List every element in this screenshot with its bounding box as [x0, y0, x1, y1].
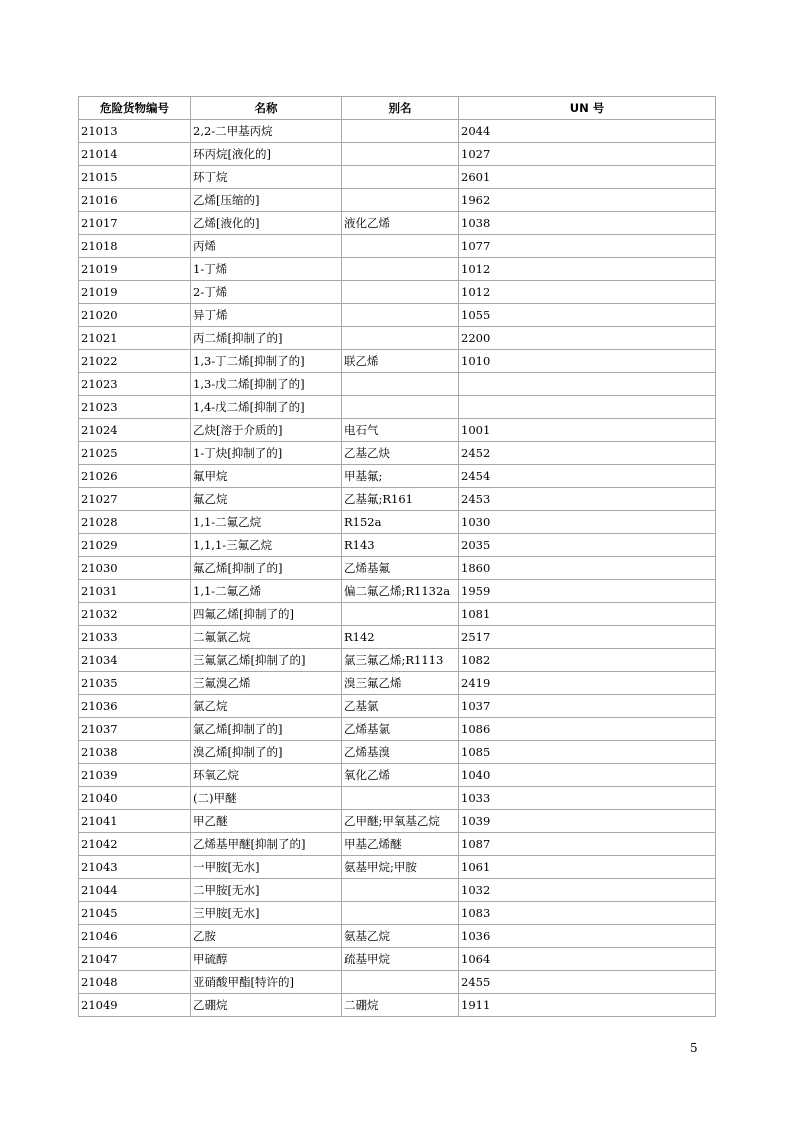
cell-code: 21014 [79, 143, 191, 166]
table-row [79, 580, 716, 603]
cell-name: (二)甲醚 [191, 787, 342, 810]
table-row [79, 833, 716, 856]
cell-code: 21023 [79, 396, 191, 419]
table-row [79, 143, 716, 166]
cell-alias [342, 373, 459, 396]
cell-un-number: 2454 [459, 465, 716, 488]
cell-name: 丙烯 [191, 235, 342, 258]
table-body [79, 120, 716, 1017]
table-row [79, 373, 716, 396]
cell-alias [342, 787, 459, 810]
cell-un-number: 1036 [459, 925, 716, 948]
cell-alias: 氨基乙烷 [342, 925, 459, 948]
cell-name: 三甲胺[无水] [191, 902, 342, 925]
cell-un-number: 1911 [459, 994, 716, 1017]
cell-alias [342, 902, 459, 925]
cell-un-number: 1027 [459, 143, 716, 166]
cell-name: 二氟氯乙烷 [191, 626, 342, 649]
cell-un-number: 1010 [459, 350, 716, 373]
cell-un-number: 2453 [459, 488, 716, 511]
cell-code: 21047 [79, 948, 191, 971]
table-row [79, 971, 716, 994]
cell-code: 21039 [79, 764, 191, 787]
cell-code: 21023 [79, 373, 191, 396]
cell-un-number: 1061 [459, 856, 716, 879]
dangerous-goods-table [78, 96, 716, 1017]
table-row [79, 810, 716, 833]
table-row [79, 465, 716, 488]
cell-name: 氟甲烷 [191, 465, 342, 488]
cell-name: 环丁烷 [191, 166, 342, 189]
cell-name: 甲硫醇 [191, 948, 342, 971]
table-row [79, 764, 716, 787]
table-row [79, 534, 716, 557]
table-row [79, 189, 716, 212]
table-row [79, 396, 716, 419]
cell-name: 丙二烯[抑制了的] [191, 327, 342, 350]
cell-code: 21036 [79, 695, 191, 718]
table-row [79, 120, 716, 143]
cell-alias: 二硼烷 [342, 994, 459, 1017]
cell-un-number: 1055 [459, 304, 716, 327]
cell-code: 21048 [79, 971, 191, 994]
cell-alias [342, 281, 459, 304]
cell-alias: 疏基甲烷 [342, 948, 459, 971]
cell-un-number: 2455 [459, 971, 716, 994]
cell-un-number: 1012 [459, 281, 716, 304]
cell-name: 亚硝酸甲酯[特许的] [191, 971, 342, 994]
cell-code: 21045 [79, 902, 191, 925]
cell-alias [342, 120, 459, 143]
table-row [79, 212, 716, 235]
cell-code: 21018 [79, 235, 191, 258]
cell-name: 1,3-丁二烯[抑制了的] [191, 350, 342, 373]
table-row [79, 419, 716, 442]
cell-alias [342, 189, 459, 212]
cell-un-number: 1001 [459, 419, 716, 442]
cell-name: 氯乙烷 [191, 695, 342, 718]
cell-alias: 乙烯基氯 [342, 718, 459, 741]
cell-un-number: 1085 [459, 741, 716, 764]
cell-name: 乙硼烷 [191, 994, 342, 1017]
cell-name: 三氟氯乙烯[抑制了的] [191, 649, 342, 672]
cell-un-number: 1083 [459, 902, 716, 925]
cell-code: 21040 [79, 787, 191, 810]
cell-name: 1-丁炔[抑制了的] [191, 442, 342, 465]
table-row [79, 235, 716, 258]
cell-name: 乙烯基甲醚[抑制了的] [191, 833, 342, 856]
table-row [79, 787, 716, 810]
table-row [79, 672, 716, 695]
document-page [78, 96, 716, 1017]
table-row [79, 856, 716, 879]
header-cell-name: 名称 [191, 97, 342, 120]
table-row [79, 718, 716, 741]
cell-un-number: 1012 [459, 258, 716, 281]
table-row [79, 327, 716, 350]
cell-name: 1,4-戊二烯[抑制了的] [191, 396, 342, 419]
cell-un-number: 2419 [459, 672, 716, 695]
cell-name: 1-丁烯 [191, 258, 342, 281]
cell-code: 21026 [79, 465, 191, 488]
table-row [79, 488, 716, 511]
cell-alias: R143 [342, 534, 459, 557]
cell-code: 21015 [79, 166, 191, 189]
cell-name: 1,3-戊二烯[抑制了的] [191, 373, 342, 396]
cell-code: 21038 [79, 741, 191, 764]
cell-un-number: 1033 [459, 787, 716, 810]
cell-name: 乙炔[溶于介质的] [191, 419, 342, 442]
cell-alias [342, 396, 459, 419]
table-row [79, 649, 716, 672]
cell-code: 21042 [79, 833, 191, 856]
table-row [79, 350, 716, 373]
cell-name: 氯乙烯[抑制了的] [191, 718, 342, 741]
cell-code: 21049 [79, 994, 191, 1017]
cell-name: 1,1-二氟乙烯 [191, 580, 342, 603]
cell-un-number: 2517 [459, 626, 716, 649]
cell-un-number: 1860 [459, 557, 716, 580]
cell-alias: 氯三氟乙烯;R1113 [342, 649, 459, 672]
table-row [79, 304, 716, 327]
cell-un-number: 1032 [459, 879, 716, 902]
table-row [79, 695, 716, 718]
cell-code: 21028 [79, 511, 191, 534]
cell-un-number: 1959 [459, 580, 716, 603]
cell-name: 异丁烯 [191, 304, 342, 327]
cell-un-number [459, 373, 716, 396]
cell-code: 21027 [79, 488, 191, 511]
cell-un-number: 2035 [459, 534, 716, 557]
cell-alias: 乙烯基溴 [342, 741, 459, 764]
table-row [79, 994, 716, 1017]
cell-code: 21024 [79, 419, 191, 442]
table-row [79, 626, 716, 649]
cell-alias: 液化乙烯 [342, 212, 459, 235]
cell-alias: 乙基氟;R161 [342, 488, 459, 511]
cell-alias: 溴三氟乙烯 [342, 672, 459, 695]
table-row [79, 902, 716, 925]
cell-alias [342, 879, 459, 902]
cell-alias [342, 258, 459, 281]
cell-alias [342, 971, 459, 994]
cell-un-number: 1962 [459, 189, 716, 212]
cell-alias: 氨基甲烷;甲胺 [342, 856, 459, 879]
cell-alias [342, 304, 459, 327]
cell-name: 环氧乙烷 [191, 764, 342, 787]
table-row [79, 258, 716, 281]
cell-alias: 乙甲醚;甲氧基乙烷 [342, 810, 459, 833]
cell-code: 21016 [79, 189, 191, 212]
table-row [79, 511, 716, 534]
cell-alias [342, 603, 459, 626]
cell-code: 21046 [79, 925, 191, 948]
cell-alias [342, 143, 459, 166]
cell-code: 21013 [79, 120, 191, 143]
cell-name: 2-丁烯 [191, 281, 342, 304]
cell-un-number: 2601 [459, 166, 716, 189]
cell-name: 乙胺 [191, 925, 342, 948]
cell-alias: 氧化乙烯 [342, 764, 459, 787]
cell-name: 氟乙烷 [191, 488, 342, 511]
table-header-row [79, 97, 716, 120]
cell-code: 21017 [79, 212, 191, 235]
cell-name: 2,2-二甲基丙烷 [191, 120, 342, 143]
table-row [79, 925, 716, 948]
cell-alias: R152a [342, 511, 459, 534]
cell-un-number: 1037 [459, 695, 716, 718]
cell-code: 21029 [79, 534, 191, 557]
header-cell-un-number: UN 号 [459, 97, 716, 120]
table-row [79, 741, 716, 764]
cell-code: 21041 [79, 810, 191, 833]
cell-name: 1,1,1-三氟乙烷 [191, 534, 342, 557]
cell-code: 21031 [79, 580, 191, 603]
cell-un-number: 1082 [459, 649, 716, 672]
cell-code: 21022 [79, 350, 191, 373]
cell-alias [342, 166, 459, 189]
cell-code: 21035 [79, 672, 191, 695]
cell-alias: 甲基乙烯醚 [342, 833, 459, 856]
cell-un-number [459, 396, 716, 419]
cell-name: 乙烯[压缩的] [191, 189, 342, 212]
cell-un-number: 1087 [459, 833, 716, 856]
cell-un-number: 1064 [459, 948, 716, 971]
table-row [79, 948, 716, 971]
cell-name: 氟乙烯[抑制了的] [191, 557, 342, 580]
cell-un-number: 1081 [459, 603, 716, 626]
cell-code: 21019 [79, 281, 191, 304]
cell-alias [342, 235, 459, 258]
cell-code: 21034 [79, 649, 191, 672]
cell-un-number: 1077 [459, 235, 716, 258]
cell-code: 21019 [79, 258, 191, 281]
cell-un-number: 1030 [459, 511, 716, 534]
cell-code: 21020 [79, 304, 191, 327]
table-row [79, 166, 716, 189]
cell-un-number: 2200 [459, 327, 716, 350]
cell-name: 一甲胺[无水] [191, 856, 342, 879]
cell-alias [342, 327, 459, 350]
cell-un-number: 1039 [459, 810, 716, 833]
cell-alias: 偏二氟乙烯;R1132a [342, 580, 459, 603]
table-row [79, 442, 716, 465]
header-cell-code: 危险货物编号 [79, 97, 191, 120]
cell-alias: 乙基乙炔 [342, 442, 459, 465]
page-number: 5 [690, 1041, 698, 1055]
cell-code: 21032 [79, 603, 191, 626]
cell-code: 21037 [79, 718, 191, 741]
cell-un-number: 1040 [459, 764, 716, 787]
cell-alias: 甲基氟; [342, 465, 459, 488]
cell-name: 溴乙烯[抑制了的] [191, 741, 342, 764]
cell-un-number: 1038 [459, 212, 716, 235]
cell-alias: R142 [342, 626, 459, 649]
cell-code: 21025 [79, 442, 191, 465]
cell-code: 21033 [79, 626, 191, 649]
cell-code: 21021 [79, 327, 191, 350]
cell-alias: 联乙烯 [342, 350, 459, 373]
cell-name: 二甲胺[无水] [191, 879, 342, 902]
table-row [79, 603, 716, 626]
cell-alias: 电石气 [342, 419, 459, 442]
cell-name: 三氟溴乙烯 [191, 672, 342, 695]
cell-name: 四氟乙烯[抑制了的] [191, 603, 342, 626]
table-row [79, 557, 716, 580]
cell-un-number: 2044 [459, 120, 716, 143]
cell-name: 1,1-二氟乙烷 [191, 511, 342, 534]
cell-name: 环丙烷[液化的] [191, 143, 342, 166]
cell-un-number: 2452 [459, 442, 716, 465]
cell-un-number: 1086 [459, 718, 716, 741]
table-row [79, 281, 716, 304]
table-row [79, 879, 716, 902]
cell-alias: 乙烯基氟 [342, 557, 459, 580]
cell-name: 甲乙醚 [191, 810, 342, 833]
cell-name: 乙烯[液化的] [191, 212, 342, 235]
cell-code: 21043 [79, 856, 191, 879]
header-cell-alias: 别名 [342, 97, 459, 120]
cell-code: 21030 [79, 557, 191, 580]
cell-code: 21044 [79, 879, 191, 902]
cell-alias: 乙基氯 [342, 695, 459, 718]
